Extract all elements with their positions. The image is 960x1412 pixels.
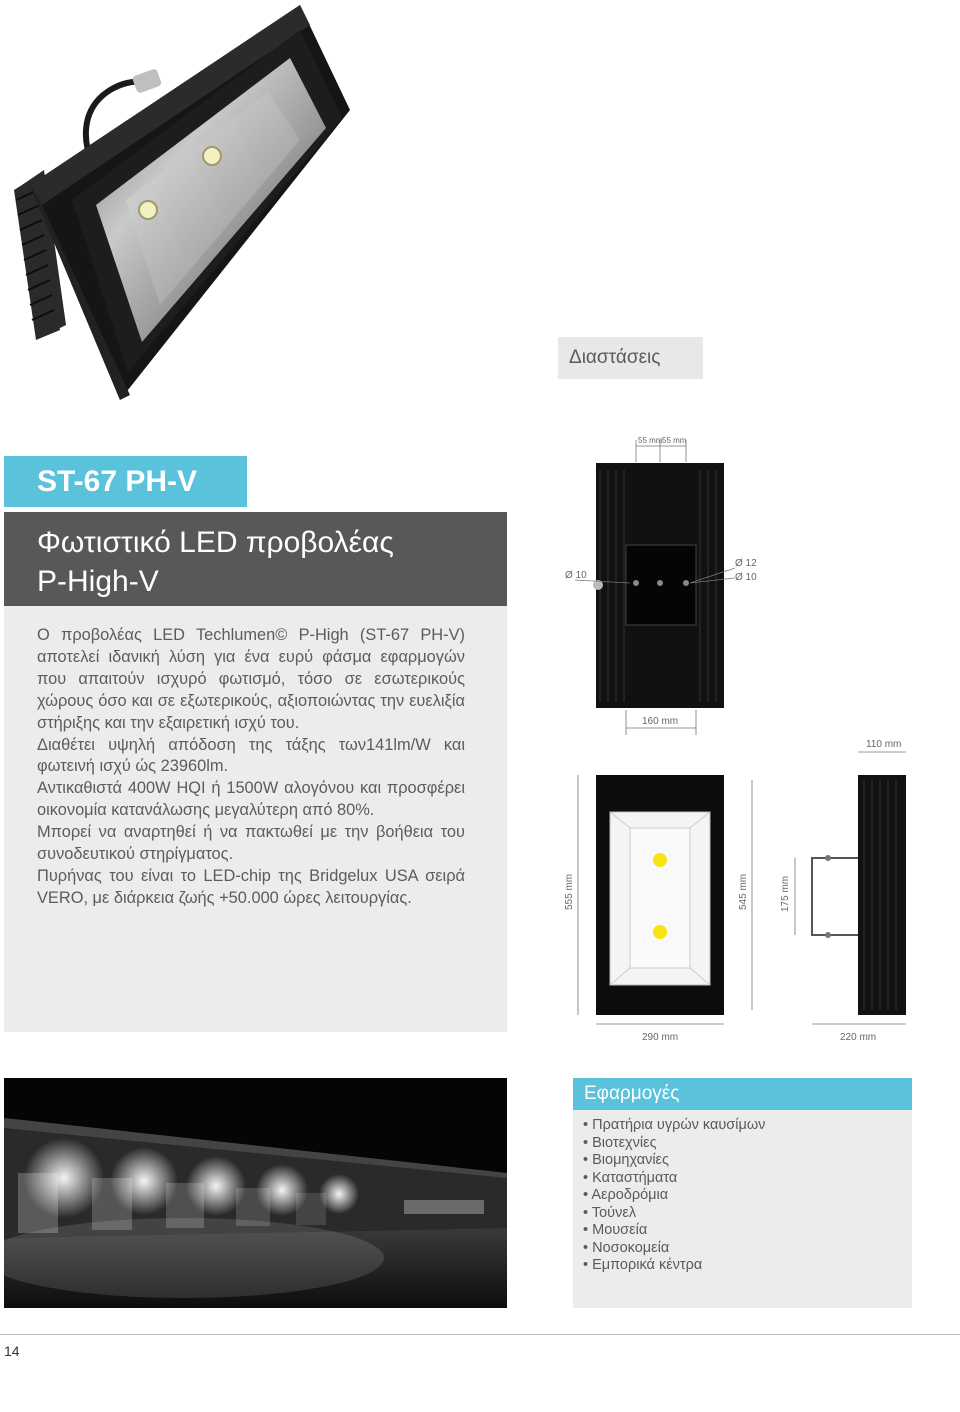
dim-top-spacing-right: 55 mm xyxy=(662,436,687,445)
dim-hole-right-1: Ø 12 xyxy=(735,558,757,569)
dim-bracket-height: 175 mm xyxy=(780,875,791,912)
description-paragraph: Μπορεί να αναρτηθεί ή να πακτωθεί με την βοήθεια του συνοδευτικού στηρίγματος. xyxy=(37,823,465,864)
page-number: 14 xyxy=(4,1343,20,1359)
product-photo xyxy=(0,0,360,410)
applications-list xyxy=(583,1117,765,1275)
list-item: • Νοσοκομεία xyxy=(583,1240,765,1258)
dim-width-top: 160 mm xyxy=(642,716,679,727)
description-paragraph: Αντικαθιστά 400W HQI ή 1500W αλογόνου και προσφέρει οικονομία κατανάλωσης μεγαλύτερη από 80%. xyxy=(37,779,465,820)
dim-depth-top: 110 mm xyxy=(866,739,902,750)
application-photo xyxy=(4,1078,507,1308)
description-panel xyxy=(4,606,507,1032)
list-item: • Πρατήρια υγρών καυσίμων xyxy=(583,1117,765,1135)
product-title-line-2: P-High-V xyxy=(37,565,159,598)
description-paragraph: Πυρήνας του είναι το LED-chip της Bridgelux USA σειρά VERO, με διάρκεια ζωής +50.000 ώρες λειτουργίας. xyxy=(37,866,465,907)
model-name: ST-67 PH-V xyxy=(4,456,247,507)
list-item: • Τούνελ xyxy=(583,1205,765,1223)
product-title xyxy=(4,512,507,606)
list-item: • Μουσεία xyxy=(583,1222,765,1240)
description-text xyxy=(37,625,465,910)
dim-width-front: 290 mm xyxy=(642,1032,679,1043)
dim-hole-right-2: Ø 10 xyxy=(735,572,757,583)
description-paragraph: Ο προβολέας LED Techlumen© P-High (ST-67 PH-V) αποτελεί ιδανική λύση για ένα ευρύ φάσμα εφαρμογών που απαιτούν ισχυρό φωτισμό, τόσο σε εσωτερικούς χώρους όσο και σε εξωτερικούς, αξιοποιώντας την ευελιξία στήριξης και την εξαιρετική ισχύ του. xyxy=(37,626,465,732)
product-title-line-1: Φωτιστικό LED προβολέας xyxy=(37,526,394,559)
list-item: • Καταστήματα xyxy=(583,1170,765,1188)
applications-header: Εφαρμογές xyxy=(573,1078,912,1110)
dimension-drawing xyxy=(550,432,960,1062)
list-item: • Βιοτεχνίες xyxy=(583,1135,765,1153)
dim-top-spacing-left: 55 mm xyxy=(638,436,663,445)
description-paragraph: Διαθέτει υψηλή απόδοση της τάξης των141lm/W και φωτεινή ισχύ ώς 23960lm. xyxy=(37,735,465,776)
list-item: • Αεροδρόμια xyxy=(583,1187,765,1205)
dim-height-total: 555 mm xyxy=(564,873,575,910)
dim-hole-left: Ø 10 xyxy=(565,570,587,581)
footer-divider xyxy=(0,1334,960,1335)
list-item: • Εμπορικά κέντρα xyxy=(583,1257,765,1275)
list-item: • Βιομηχανίες xyxy=(583,1152,765,1170)
dim-depth-side: 220 mm xyxy=(840,1032,877,1043)
dimensions-tab: Διαστάσεις xyxy=(558,337,703,379)
applications-panel xyxy=(573,1078,912,1308)
dim-height-inner: 545 mm xyxy=(738,873,749,910)
